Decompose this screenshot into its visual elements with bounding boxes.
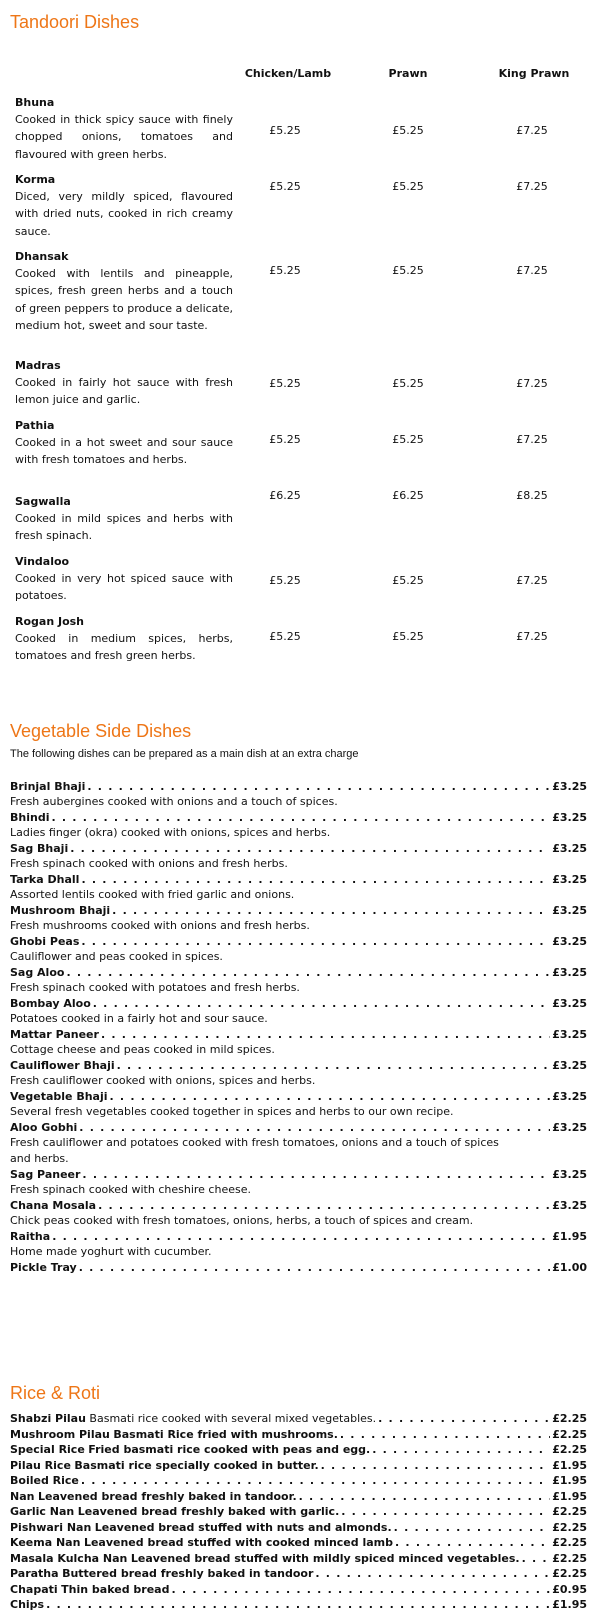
leader-dots: [315, 1567, 550, 1581]
list-item: [10, 1552, 587, 1566]
dish-description: Cooked in mild spices and herbs with fresh spinach.: [15, 512, 233, 543]
item-name: Special Rice: [10, 1443, 85, 1456]
dish-description: Cooked in fairly hot sauce with fresh lemon juice and garlic.: [15, 376, 233, 407]
list-item: [10, 997, 587, 1011]
item-description: Basmati rice specially cooked in butter.: [74, 1458, 319, 1472]
item-name: Sag Paneer: [10, 1168, 81, 1181]
item-price: £3.25: [552, 1121, 587, 1134]
veg-section-title: Vegetable Side Dishes: [10, 721, 192, 741]
item-price: £3.25: [552, 1168, 587, 1181]
item-price: £1.95: [552, 1230, 587, 1243]
list-item: [10, 842, 587, 856]
price-prawn: £5.25: [392, 264, 424, 277]
list-item: [10, 1505, 587, 1519]
list-item: [10, 1090, 587, 1104]
list-item: [10, 780, 587, 794]
list-item: [10, 1443, 587, 1457]
column-header-prawn: Prawn: [388, 67, 428, 80]
dish-item: [15, 172, 233, 240]
item-price: £3.25: [552, 780, 587, 793]
item-name: Mushroom Bhaji: [10, 904, 111, 917]
dish-item: [15, 249, 233, 334]
item-description: Assorted lentils cooked with fried garlic and onions.: [10, 888, 295, 901]
item-name: Cauliflower Bhaji: [10, 1059, 115, 1072]
item-price: £3.25: [552, 935, 587, 948]
item-price: £1.00: [552, 1261, 587, 1274]
item-name: Chapati: [10, 1582, 58, 1596]
item-name: Boiled Rice: [10, 1474, 79, 1487]
dish-description: Cooked with lentils and pineapple, spices, fresh green herbs and a touch of green peppers to produce a delicate, medium hot, sweet and sour taste.: [15, 267, 233, 332]
item-price: £3.25: [552, 966, 587, 979]
item-name: Garlic Nan: [10, 1505, 75, 1518]
dish-item: [15, 358, 233, 409]
leader-dots: [321, 1459, 551, 1473]
item-price: £3.25: [552, 1090, 587, 1103]
price-prawn: £5.25: [392, 124, 424, 137]
dish-description: Cooked in medium spices, herbs, tomatoes and fresh green herbs.: [15, 632, 233, 663]
price-prawn: £5.25: [392, 574, 424, 587]
item-name: Ghobi Peas: [10, 935, 80, 948]
list-item: [10, 811, 587, 825]
price-king-prawn: £7.25: [516, 180, 548, 193]
item-name: Aloo Gobhi: [10, 1121, 78, 1134]
dish-name: Korma: [15, 173, 56, 186]
dish-item: [15, 614, 233, 665]
list-item: [10, 1059, 587, 1073]
item-price: £3.25: [552, 811, 587, 824]
leader-dots: [46, 1598, 550, 1612]
leader-dots: [395, 1536, 550, 1550]
item-price: £3.25: [552, 997, 587, 1010]
item-description: Fresh spinach cooked with potatoes and fresh herbs.: [10, 981, 300, 994]
list-item: [10, 1261, 587, 1275]
price-chicken-lamb: £5.25: [269, 180, 301, 193]
item-price: £3.25: [552, 1199, 587, 1212]
item-description: Leavened bread stuffed with mildly spiced minced vegetables.: [130, 1551, 520, 1565]
item-name: Sag Aloo: [10, 966, 65, 979]
list-item: [10, 1521, 587, 1535]
list-item: [10, 1567, 587, 1581]
price-chicken-lamb: £5.25: [269, 124, 301, 137]
leader-dots: [70, 842, 550, 856]
dish-item: [15, 418, 233, 469]
tandoori-section-title: Tandoori Dishes: [10, 12, 140, 32]
item-price: £3.25: [552, 1059, 587, 1072]
item-price: £2.25: [552, 1551, 587, 1565]
item-description: Fresh cauliflower and potatoes cooked with fresh tomatoes, onions and a touch of spices and herbs.: [10, 1136, 499, 1165]
dish-name: Vindaloo: [15, 555, 70, 568]
list-item: [10, 1121, 587, 1135]
leader-dots: [82, 1168, 550, 1182]
item-name: Chana Mosala: [10, 1199, 97, 1212]
item-name: Sag Bhaji: [10, 842, 69, 855]
item-price: £2.25: [552, 1443, 587, 1456]
item-price: £2.25: [552, 1505, 587, 1518]
item-name: Paratha: [10, 1567, 59, 1580]
item-description: Fresh cauliflower cooked with onions, spices and herbs.: [10, 1074, 316, 1087]
item-description: Leavened bread freshly baked with garlic.: [77, 1505, 340, 1518]
leader-dots: [341, 1505, 550, 1519]
item-name: Mushroom Pilau: [10, 1427, 110, 1441]
price-chicken-lamb: £5.25: [269, 630, 301, 643]
item-name: Pilau Rice: [10, 1458, 71, 1472]
leader-dots: [372, 1443, 550, 1457]
price-prawn: £5.25: [392, 433, 424, 446]
leader-dots: [79, 1121, 550, 1135]
item-name: Vegetable Bhaji: [10, 1090, 108, 1103]
leader-dots: [66, 966, 550, 980]
item-name: Mattar Paneer: [10, 1028, 99, 1041]
item-name: Masala Kulcha Nan: [10, 1551, 128, 1565]
list-item: [10, 1412, 587, 1426]
item-description: Leavened bread freshly baked in tandoor.: [37, 1489, 297, 1503]
leader-dots: [110, 1090, 551, 1104]
list-item: [10, 904, 587, 918]
item-price: £3.25: [552, 873, 587, 886]
list-item: [10, 1199, 587, 1213]
item-name: Shabzi Pilau: [10, 1412, 86, 1425]
list-item: [10, 1428, 587, 1442]
leader-dots: [51, 811, 550, 825]
leader-dots: [101, 1028, 550, 1042]
item-name: Pishwari Nan: [10, 1520, 92, 1534]
leader-dots: [340, 1428, 550, 1442]
item-price: £0.95: [552, 1582, 587, 1596]
item-name: Bhindi: [10, 811, 50, 824]
item-price: £1.95: [552, 1474, 587, 1487]
item-name: Brinjal Bhaji: [10, 780, 86, 793]
price-king-prawn: £7.25: [516, 264, 548, 277]
item-description: Buttered bread freshly baked in tandoor: [62, 1567, 314, 1580]
leader-dots: [522, 1552, 551, 1566]
item-price: £2.25: [552, 1427, 587, 1441]
list-item: [10, 1536, 587, 1550]
item-name: Keema Nan: [10, 1536, 81, 1549]
item-description: Cottage cheese and peas cooked in mild spices.: [10, 1043, 275, 1056]
item-description: Chick peas cooked with fresh tomatoes, onions, herbs, a touch of spices and cream.: [10, 1214, 474, 1227]
item-description: Fresh spinach cooked with cheshire cheese.: [10, 1183, 251, 1196]
price-chicken-lamb: £6.25: [269, 489, 301, 502]
item-price: £2.25: [552, 1536, 587, 1549]
item-name: Chips: [10, 1598, 45, 1611]
price-king-prawn: £8.25: [516, 489, 548, 502]
dish-description: Diced, very mildly spiced, flavoured with dried nuts, cooked in rich creamy sauce.: [15, 190, 233, 238]
list-item: [10, 1230, 587, 1244]
item-name: Tarka Dhall: [10, 873, 80, 886]
leader-dots: [81, 873, 550, 887]
dish-item: [15, 95, 233, 163]
list-item: [10, 1490, 587, 1504]
dish-name: Pathia: [15, 419, 55, 432]
leader-dots: [112, 904, 550, 918]
price-prawn: £5.25: [392, 630, 424, 643]
item-name: Raitha: [10, 1230, 51, 1243]
list-item: [10, 1168, 587, 1182]
price-chicken-lamb: £5.25: [269, 433, 301, 446]
list-item: [10, 1028, 587, 1042]
column-header-king-prawn: King Prawn: [498, 67, 570, 80]
item-description: Fried basmati rice cooked with peas and egg.: [88, 1443, 371, 1456]
price-king-prawn: £7.25: [516, 574, 548, 587]
dish-name: Sagwalla: [15, 495, 71, 508]
item-description: Leavened bread stuffed with cooked minced lamb: [83, 1536, 394, 1549]
leader-dots: [81, 935, 550, 949]
item-price: £1.95: [552, 1489, 587, 1503]
price-king-prawn: £7.25: [516, 377, 548, 390]
item-price: £1.95: [552, 1598, 587, 1611]
item-description: Basmati rice cooked with several mixed vegetables.: [89, 1412, 377, 1425]
veg-section-note: The following dishes can be prepared as a main dish at an extra charge: [10, 748, 359, 760]
dish-name: Madras: [15, 359, 61, 372]
leader-dots: [93, 997, 550, 1011]
price-chicken-lamb: £5.25: [269, 377, 301, 390]
dish-description: Cooked in thick spicy sauce with finely chopped onions, tomatoes and flavoured with green herbs.: [15, 113, 233, 161]
price-king-prawn: £7.25: [516, 630, 548, 643]
list-item: [10, 966, 587, 980]
column-header-chicken-lamb: Chicken/Lamb: [244, 67, 332, 80]
list-item: [10, 873, 587, 887]
leader-dots: [117, 1059, 551, 1073]
item-description: Potatoes cooked in a fairly hot and sour sauce.: [10, 1012, 268, 1025]
dish-name: Dhansak: [15, 250, 69, 263]
item-price: £2.25: [552, 1567, 587, 1580]
list-item: [10, 1583, 587, 1597]
dish-name: Rogan Josh: [15, 615, 85, 628]
price-prawn: £5.25: [392, 180, 424, 193]
item-description: Leavened bread stuffed with nuts and almonds.: [94, 1520, 392, 1534]
leader-dots: [299, 1490, 551, 1504]
price-chicken-lamb: £5.25: [269, 574, 301, 587]
list-item: [10, 1459, 587, 1473]
price-prawn: £6.25: [392, 489, 424, 502]
item-description: Fresh spinach cooked with onions and fresh herbs.: [10, 857, 288, 870]
dish-description: Cooked in a hot sweet and sour sauce with fresh tomatoes and herbs.: [15, 436, 233, 467]
dish-name: Bhuna: [15, 96, 55, 109]
price-king-prawn: £7.25: [516, 124, 548, 137]
item-price: £2.25: [552, 1520, 587, 1534]
item-description: Ladies finger (okra) cooked with onions, spices and herbs.: [10, 826, 331, 839]
item-price: £2.25: [552, 1412, 587, 1425]
item-description: Basmati Rice fried with mushrooms.: [113, 1427, 338, 1441]
item-description: Fresh aubergines cooked with onions and a touch of spices.: [10, 795, 338, 808]
price-prawn: £5.25: [392, 377, 424, 390]
item-price: £1.95: [552, 1458, 587, 1472]
list-item: [10, 1474, 587, 1488]
price-king-prawn: £7.25: [516, 433, 548, 446]
leader-dots: [87, 780, 550, 794]
rice-section-title: Rice & Roti: [10, 1383, 101, 1403]
leader-dots: [378, 1412, 550, 1426]
list-item: [10, 1598, 587, 1612]
list-item: [10, 935, 587, 949]
leader-dots: [52, 1230, 550, 1244]
leader-dots: [98, 1199, 550, 1213]
item-description: Several fresh vegetables cooked together in spices and herbs to our own recipe.: [10, 1105, 454, 1118]
item-price: £3.25: [552, 904, 587, 917]
item-name: Bombay Aloo: [10, 997, 91, 1010]
item-description: Cauliflower and peas cooked in spices.: [10, 950, 223, 963]
item-name: Pickle Tray: [10, 1261, 77, 1274]
item-name: Nan: [10, 1489, 35, 1503]
price-chicken-lamb: £5.25: [269, 264, 301, 277]
item-price: £3.25: [552, 842, 587, 855]
dish-item: [15, 554, 233, 605]
item-description: Thin baked bread: [61, 1582, 170, 1596]
dish-description: Cooked in very hot spiced sauce with potatoes.: [15, 572, 233, 603]
leader-dots: [394, 1521, 551, 1535]
leader-dots: [171, 1583, 550, 1597]
item-description: Home made yoghurt with cucumber.: [10, 1245, 212, 1258]
dish-item: [15, 494, 233, 545]
item-price: £3.25: [552, 1028, 587, 1041]
leader-dots: [79, 1261, 550, 1275]
leader-dots: [81, 1474, 550, 1488]
item-description: Fresh mushrooms cooked with onions and fresh herbs.: [10, 919, 310, 932]
